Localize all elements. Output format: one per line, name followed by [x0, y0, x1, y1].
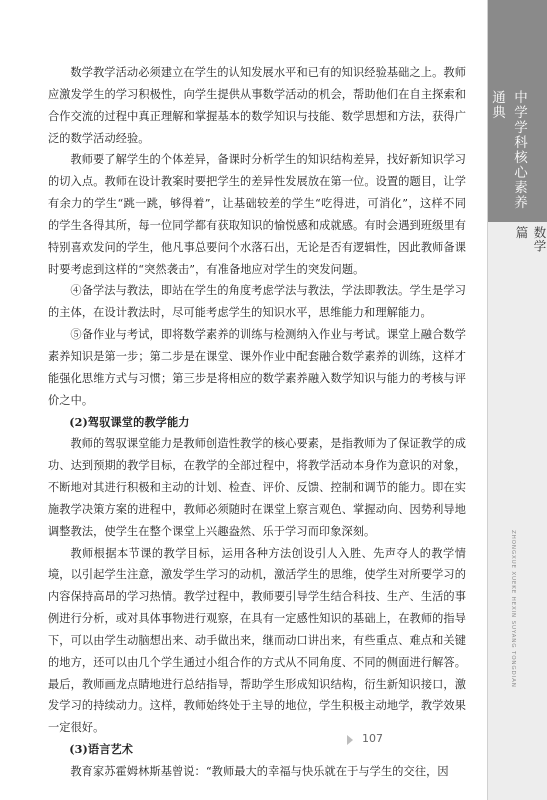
paragraph-3: ④备学法与教法，即站在学生的角度考虑学法与教法，学法即教法。学生是学习的主体，在设计教法时，尽可能考虑学生的知识水平，思维能力和理解能力。: [48, 284, 466, 320]
page-arrow-icon: [347, 735, 353, 745]
side-tab-band: [488, 0, 547, 222]
paragraph-2: 教师要了解学生的个体差异，备课时分析学生的知识结构差异，找好新知识学习的切入点。教师在设计教案时要把学生的差异性发展放在第一位。设置的题目，让学有余力的学生“跳一跳，够得着”，让基础较差的学生“吃得进，可消化”，这样不同的学生各得其所，每一位同学都有获取知识的愉悦感和成就感。有时会遇到班级里有特别喜欢发问的学生，他凡事总要问个水落石出，无论是否有逻辑性，因此教师备课时要考虑到这样的“突然袭击”，有准备地应对学生的突发问题。: [48, 153, 466, 276]
paragraph-5: 教师的驾驭课堂能力是教师创造性教学的核心要素，是指教师为了保证教学的成功、达到预期的教学目标，在教学的全部过程中，将教学活动本身作为意识的对象，不断地对其进行积极和主动的计划、检查、评价、反馈、控制和调节的能力。即在实施教学决策方案的进程中，教师必须随时在课堂上察言观色、掌握动向、因势利导地调整教法，使学生在整个课堂上兴趣盎然、乐于学习而印象深刻。: [48, 437, 466, 538]
side-tab: [487, 0, 547, 800]
volume-label: 数学篇: [514, 226, 547, 253]
series-pinyin: ZHONGXUE XUEKE HEXIN SUYANG TONGDIAN: [510, 530, 516, 688]
paragraph-7: 教育家苏霍姆林斯基曾说：“教师最大的幸福与快乐就在于与学生的交往，因: [70, 765, 449, 778]
paragraph-4: ⑤备作业与考试，即将数学素养的训练与检测纳入作业与考试。课堂上融合数学素养知识是第一步；第二步是在课堂、课外作业中配套融合数学素养的训练，这样才能强化思维方式与习惯；第三步是将相应的数学素养融入数学知识与能力的考核与评价之中。: [48, 328, 466, 407]
section-heading-2: (2)驾驭课堂的教学能力: [69, 414, 190, 429]
page-number: 107: [362, 732, 383, 745]
series-title: 中学学科核心素养通典: [489, 90, 527, 210]
paragraph-1: 数学教学活动必须建立在学生的认知发展水平和已有的知识经验基础之上。教师应激发学生的学习积极性，向学生提供从事数学活动的机会，帮助他们在自主探索和合作交流的过程中真正理解和掌握基本的数学知识与技能、数学思想和方法，获得广泛的数学活动经验。: [48, 66, 466, 145]
paragraph-6: 教师根据本节课的教学目标，运用各种方法创设引人入胜、先声夺人的教学情境，以引起学生注意，激发学生学习的动机，激活学生的思维，使学生对所要学习的内容保持高昂的学习热情。教学过程中，教师要引导学生结合科技、生产、生活的事例进行分析，或对具体事物进行观察，在具有一定感性知识的基础上，在教师的指导下，可以由学生动脑想出来、动手做出来，继而动口讲出来，有些重点、难点和关键的地方，还可以由几个学生通过小组合作的方式从不同角度、不同的侧面进行解答。最后，教师画龙点睛地进行总结指导，帮助学生形成知识结构，衍生新知识接口，激发学习的持续动力。这样，教师始终处于主导的地位，学生积极主动地学，教学效果一定很好。: [48, 546, 466, 735]
body-text: [48, 62, 466, 783]
section-heading-3: (3)语言艺术: [69, 742, 134, 757]
page-footer: [0, 730, 487, 750]
